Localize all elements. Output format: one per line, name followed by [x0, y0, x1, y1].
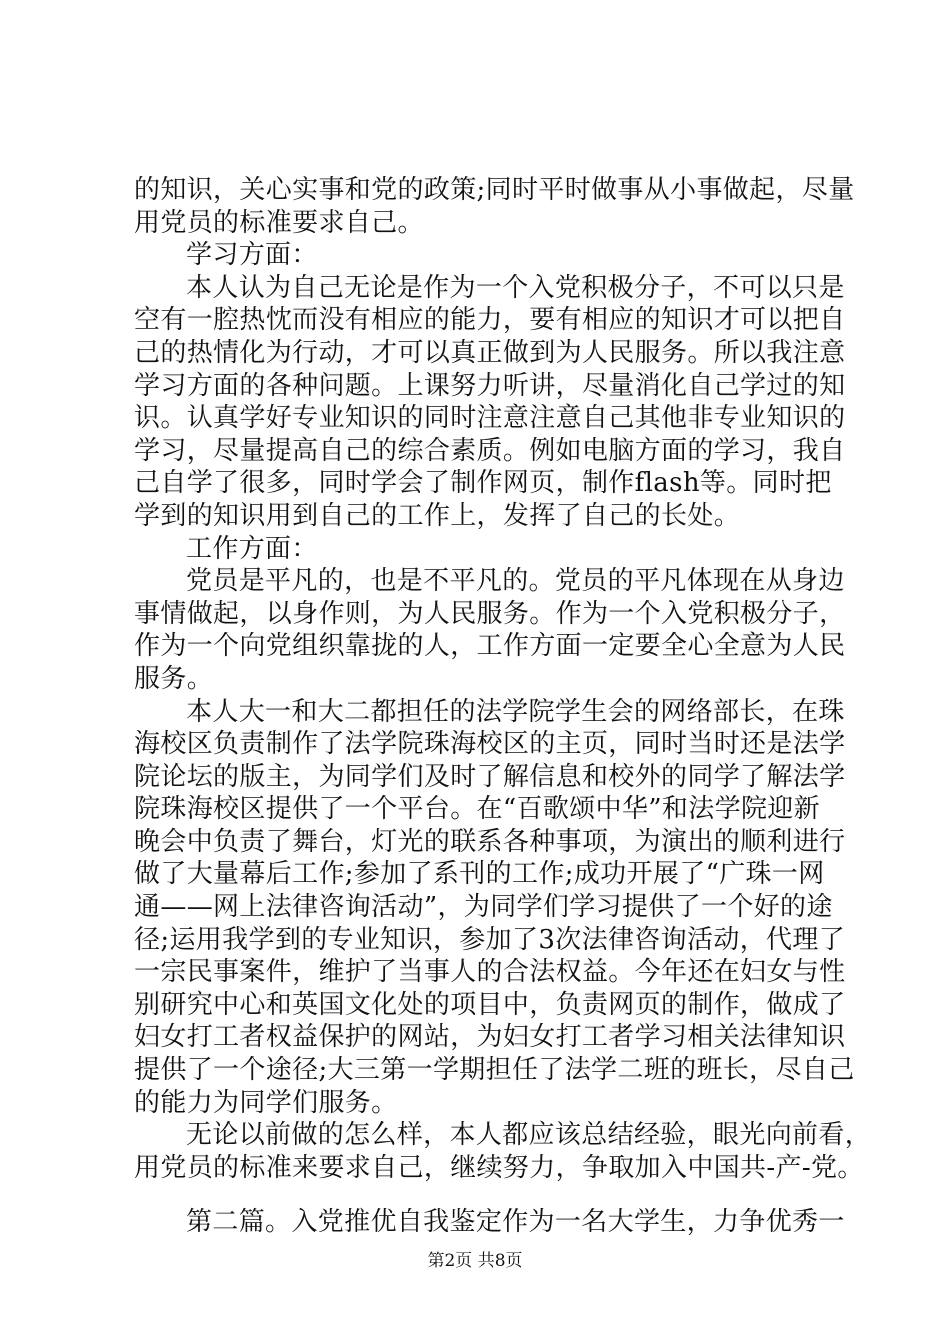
document-body	[134, 174, 872, 1239]
text-line: 别研究中心和英国文化处的项目中，负责网页的制作，做成了	[134, 989, 846, 1020]
text-line: 院珠海校区提供了一个平台。在“百歌颂中华”和法学院迎新	[134, 794, 821, 825]
text-line: 己的热情化为行动，才可以真正做到为人民服务。所以我注意	[134, 337, 846, 368]
text-line: 党员是平凡的，也是不平凡的。党员的平凡体现在从身边	[186, 566, 845, 597]
text-line: 本人大一和大二都担任的法学院学生会的网络部长，在珠	[186, 696, 845, 727]
text-line: 的能力为同学们服务。	[134, 1087, 398, 1118]
text-line: 事情做起，以身作则，为人民服务。作为一个入党积极分子，	[134, 598, 846, 629]
text-line: 海校区负责制作了法学院珠海校区的主页，同时当时还是法学	[134, 729, 846, 760]
text-line: 做了大量幕后工作;参加了系刊的工作;成功开展了“广珠一网	[134, 859, 825, 890]
text-line: 作为一个向党组织靠拢的人，工作方面一定要全心全意为人民	[134, 631, 846, 662]
text-line: 服务。	[134, 663, 214, 694]
text-line: 工作方面：	[186, 533, 318, 564]
text-line: 提供了一个途径;大三第一学期担任了法学二班的班长，尽自己	[134, 1055, 855, 1086]
section-heading: 第二篇。入党推优自我鉴定作为一名大学生，力争优秀一	[186, 1207, 845, 1238]
text-line: 学习方面：	[186, 240, 318, 271]
text-line: 学到的知识用到自己的工作上，发挥了自己的长处。	[134, 500, 741, 531]
text-line: 无论以前做的怎么样，本人都应该总结经验，眼光向前看，	[186, 1120, 872, 1151]
text-line: 院论坛的版主，为同学们及时了解信息和校外的同学了解法学	[134, 761, 846, 792]
text-line: 通——网上法律咨询活动”，为同学们学习提供了一个好的途	[134, 892, 833, 923]
text-line: 识。认真学好专业知识的同时注意注意自己其他非专业知识的	[134, 403, 846, 434]
section-gap	[134, 1184, 834, 1206]
text-line: 学习方面的各种问题。上课努力听讲，尽量消化自己学过的知	[134, 370, 846, 401]
text-line: 用党员的标准来要求自己，继续努力，争取加入中国共-产-党。	[134, 1152, 864, 1183]
text-line: 本人认为自己无论是作为一个入党积极分子，不可以只是	[186, 272, 845, 303]
text-line: 一宗民事案件，维护了当事人的合法权益。今年还在妇女与性	[134, 957, 846, 988]
text-line: 径;运用我学到的专业知识，参加了3次法律咨询活动，代理了	[134, 924, 846, 955]
text-line: 己自学了很多，同时学会了制作网页，制作flash等。同时把	[134, 468, 832, 499]
text-line: 妇女打工者权益保护的网站，为妇女打工者学习相关法律知识	[134, 1022, 846, 1053]
text-line: 用党员的标准要求自己。	[134, 207, 424, 238]
page-footer: 第2页 共8页	[427, 1251, 523, 1271]
text-line: 空有一腔热忱而没有相应的能力，要有相应的知识才可以把自	[134, 305, 846, 336]
text-line: 学习，尽量提高自己的综合素质。例如电脑方面的学习，我自	[134, 435, 846, 466]
text-line: 晚会中负责了舞台，灯光的联系各种事项，为演出的顺利进行	[134, 826, 846, 857]
text-line: 的知识，关心实事和党的政策;同时平时做事从小事做起，尽量	[134, 175, 855, 205]
